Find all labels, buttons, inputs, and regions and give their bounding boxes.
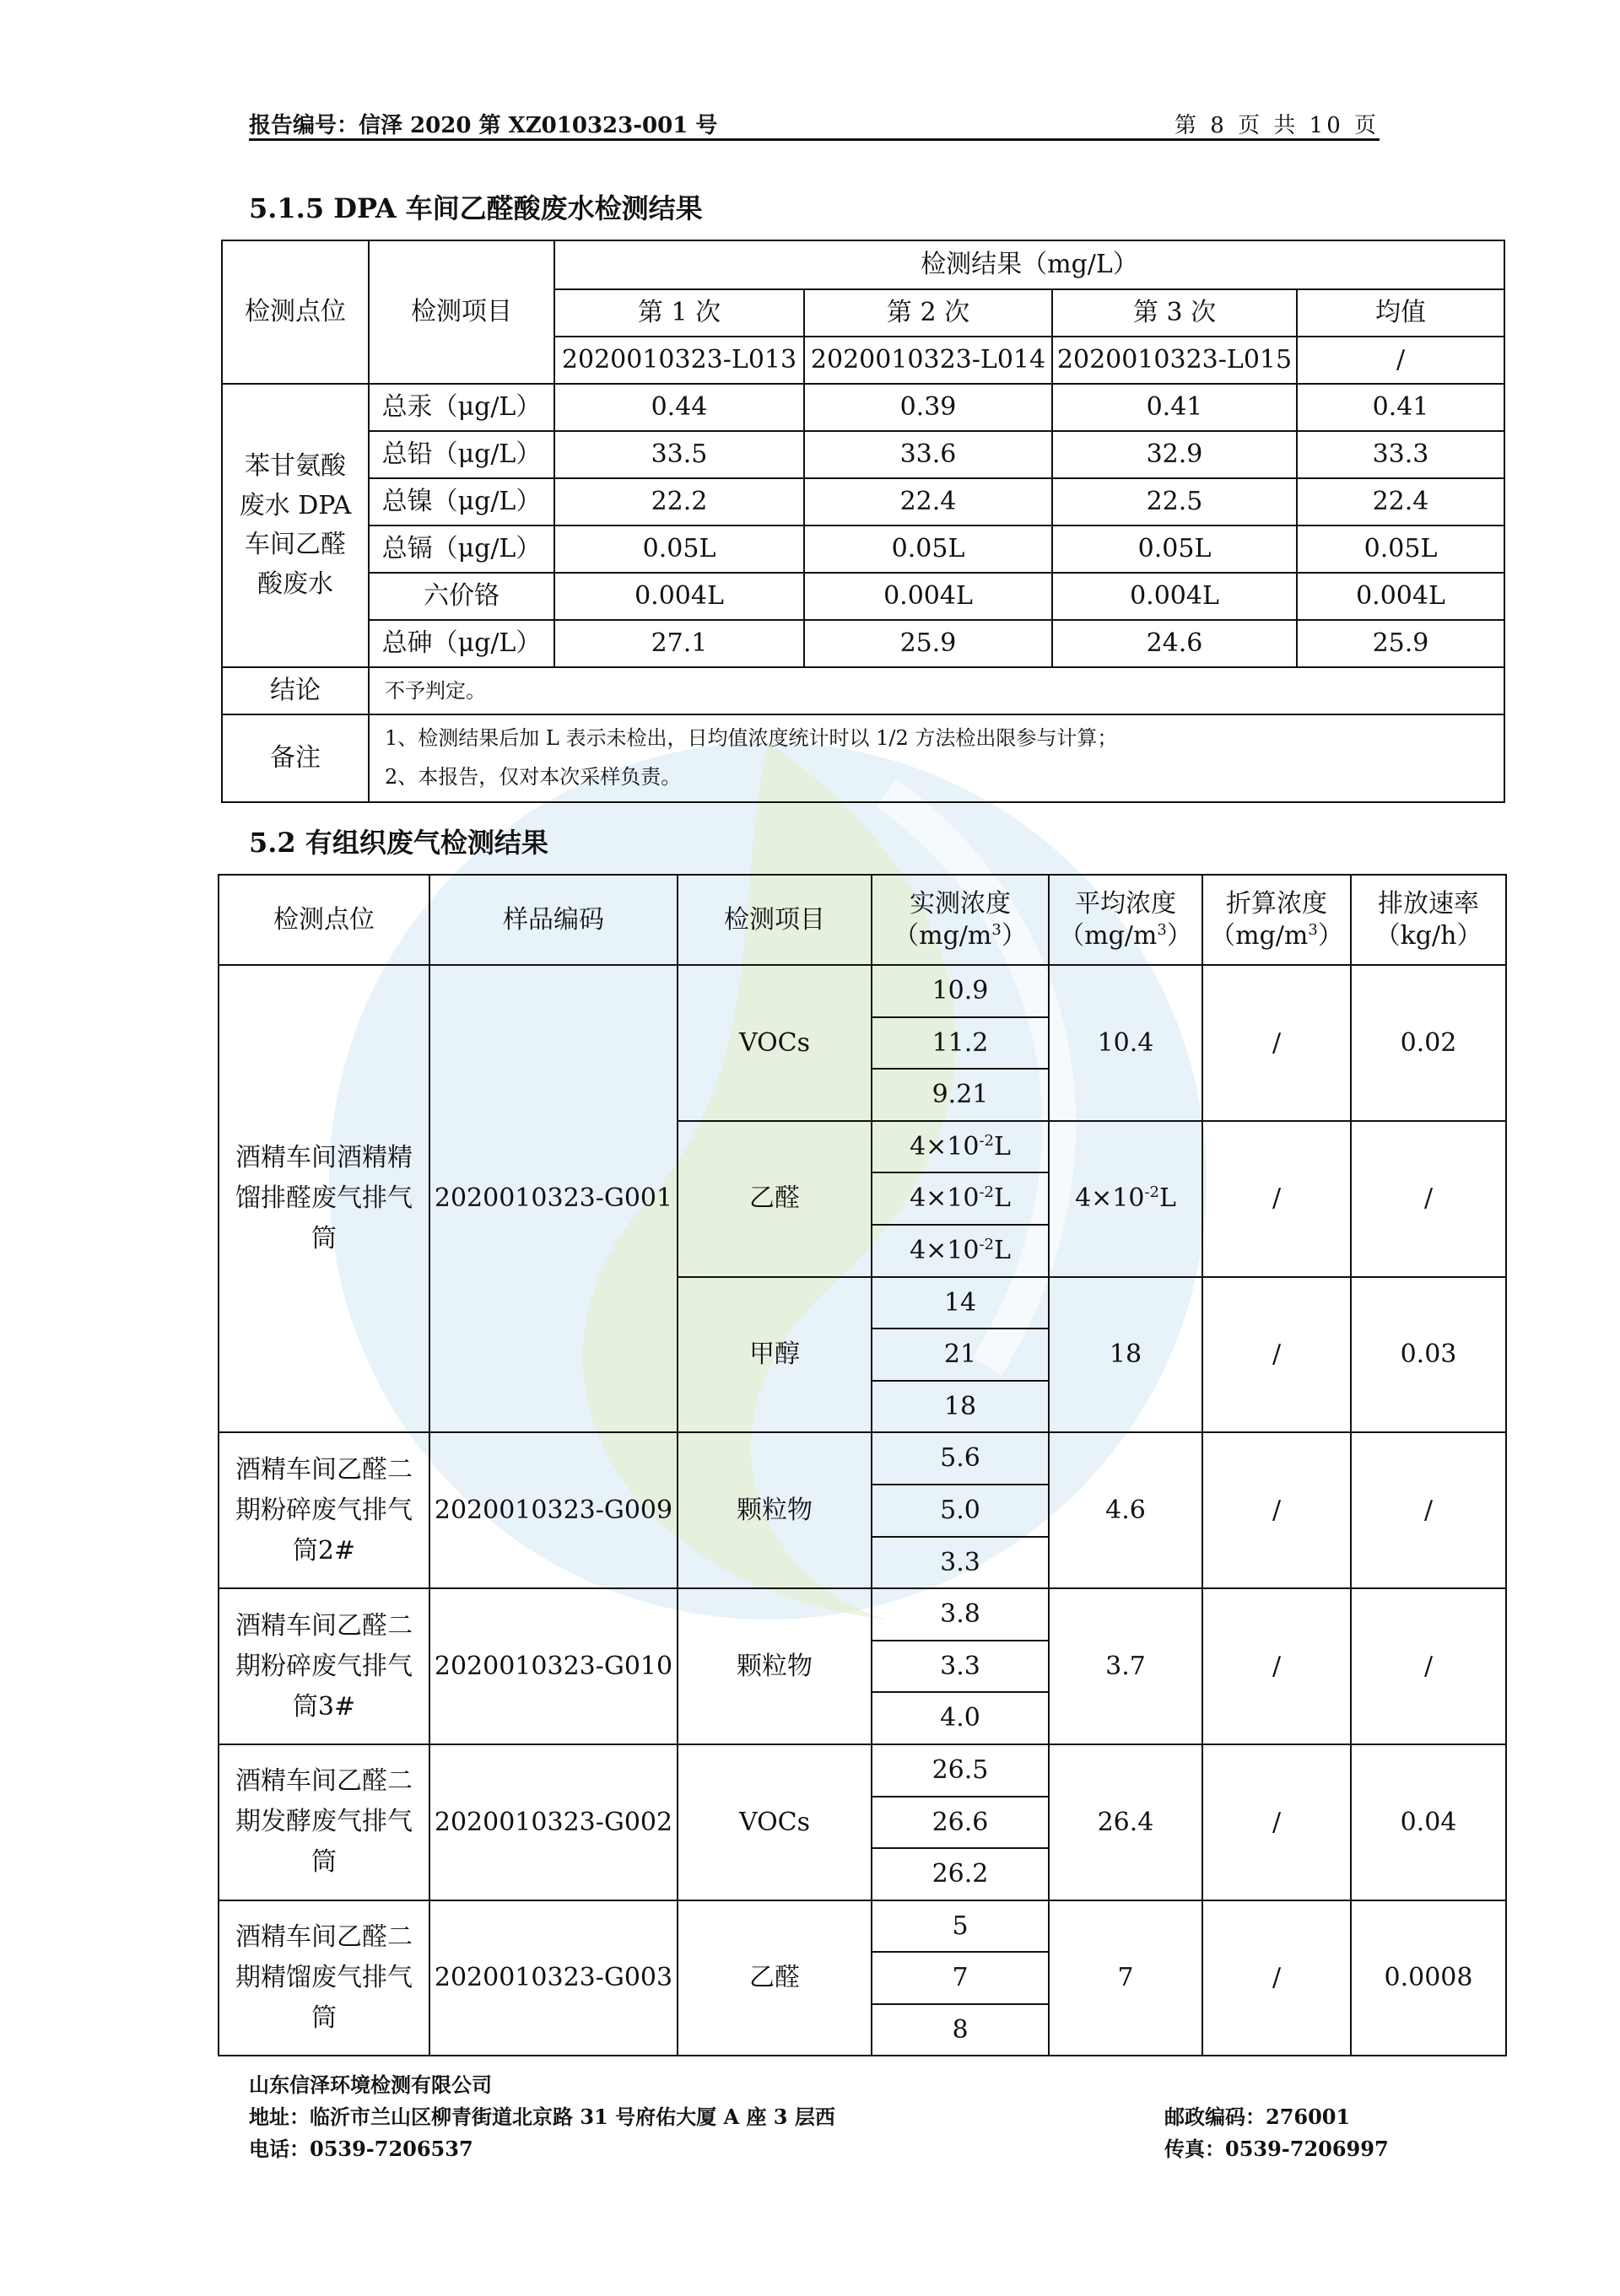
converted-value: / xyxy=(1202,1277,1351,1433)
table-cell: 0.05L xyxy=(1297,525,1504,573)
footer-address: 地址：临沂市兰山区柳青街道北京路 31 号府佑大厦 A 座 3 层西 xyxy=(249,2105,835,2129)
wastewater-location: 苯甘氨酸废水 DPA 车间乙醛酸废水 xyxy=(222,384,369,667)
measured-value: 18 xyxy=(872,1381,1049,1433)
remark-label: 备注 xyxy=(222,714,369,802)
average-value: 26.4 xyxy=(1049,1744,1202,1900)
table-cell: 33.3 xyxy=(1297,431,1504,478)
sample-code: 2020010323-G001 xyxy=(429,965,678,1432)
exhaust-location: 酒精车间酒精精馏排醛废气排气筒 xyxy=(219,965,429,1432)
table-cell: 33.6 xyxy=(804,431,1052,478)
table-cell: 22.4 xyxy=(804,478,1052,525)
head-rate-unit: （kg/h） xyxy=(1374,920,1482,951)
table-cell: 22.2 xyxy=(554,478,804,525)
sample-code-1: 2020010323-L013 xyxy=(554,337,804,384)
section-title-exhaust: 5.2 有组织废气检测结果 xyxy=(249,827,548,859)
head-measured-label: 实测浓度 xyxy=(910,889,1011,919)
test-item: 甲醇 xyxy=(678,1277,872,1433)
head-round-3: 第 3 次 xyxy=(1052,289,1297,337)
head-converted xyxy=(1202,875,1351,965)
converted-value: / xyxy=(1202,965,1351,1121)
head-rate-label: 排放速率 xyxy=(1378,889,1479,919)
measured-value: 3.8 xyxy=(872,1588,1049,1641)
average-value: 10.4 xyxy=(1049,965,1202,1121)
measured-value: 5.0 xyxy=(872,1485,1049,1537)
page-header xyxy=(249,108,1380,141)
table-cell: 33.5 xyxy=(554,431,804,478)
emission-rate: 0.03 xyxy=(1351,1277,1506,1433)
measured-value: $4\times 10^{-2}L$ xyxy=(872,1172,1049,1225)
remark-line-2: 2、本报告，仅对本次采样负责。 xyxy=(385,765,682,789)
head-round-2: 第 2 次 xyxy=(804,289,1052,337)
table-cell: 0.41 xyxy=(1052,384,1297,431)
emission-rate: 0.02 xyxy=(1351,965,1506,1121)
converted-value: / xyxy=(1202,1900,1351,2056)
head-average-label: 平均浓度 xyxy=(1075,889,1176,919)
exhaust-table xyxy=(218,874,1507,2056)
emission-rate: 0.0008 xyxy=(1351,1900,1506,2056)
conclusion-text: 不予判定。 xyxy=(369,667,1504,714)
head-average-unit: $(mg/m^3)$ xyxy=(1059,920,1192,951)
footer-fax: 传真：0539-7206997 xyxy=(1164,2137,1389,2161)
section-title-wastewater: 5.1.5 DPA 车间乙醛酸废水检测结果 xyxy=(249,192,703,224)
converted-value: / xyxy=(1202,1432,1351,1588)
remark-text xyxy=(369,714,1504,802)
conclusion-label: 结论 xyxy=(222,667,369,714)
converted-value: / xyxy=(1202,1744,1351,1900)
table-cell: 0.05L xyxy=(554,525,804,573)
measured-value: 5.6 xyxy=(872,1432,1049,1485)
average-value: 18 xyxy=(1049,1277,1202,1433)
head-average: 均值 xyxy=(1297,289,1504,337)
measured-value: $4\times 10^{-2}L$ xyxy=(872,1225,1049,1277)
test-item: 颗粒物 xyxy=(678,1588,872,1744)
exhaust-location: 酒精车间乙醛二期粉碎废气排气筒2# xyxy=(219,1432,429,1588)
head-code: 样品编码 xyxy=(429,875,678,965)
table-cell: 0.44 xyxy=(554,384,804,431)
average-value: 7 xyxy=(1049,1900,1202,2056)
table-cell: 0.41 xyxy=(1297,384,1504,431)
table-cell: 27.1 xyxy=(554,620,804,667)
measured-value: 8 xyxy=(872,2004,1049,2056)
table-cell: 22.4 xyxy=(1297,478,1504,525)
head-point: 检测点位 xyxy=(219,875,429,965)
sample-code: 2020010323-G002 xyxy=(429,1744,678,1900)
head-converted-unit: $(mg/m^3)$ xyxy=(1210,920,1343,951)
sample-code: 2020010323-G010 xyxy=(429,1588,678,1744)
emission-rate: 0.04 xyxy=(1351,1744,1506,1900)
test-item: 颗粒物 xyxy=(678,1432,872,1588)
measured-value: 26.5 xyxy=(872,1744,1049,1797)
converted-value: / xyxy=(1202,1121,1351,1277)
table-row-item: 总镉（μg/L） xyxy=(369,525,554,573)
sample-code-avg: / xyxy=(1297,337,1504,384)
average-value: $4\times 10^{-2}L$ xyxy=(1049,1121,1202,1277)
exhaust-location: 酒精车间乙醛二期发酵废气排气筒 xyxy=(219,1744,429,1900)
report-number: 报告编号：信泽 2020 第 XZ010323-001 号 xyxy=(249,113,718,138)
measured-value: 10.9 xyxy=(872,965,1049,1017)
table-cell: 0.39 xyxy=(804,384,1052,431)
page-number: 第 8 页 共 10 页 xyxy=(1174,113,1380,138)
table-cell: 24.6 xyxy=(1052,620,1297,667)
average-value: 4.6 xyxy=(1049,1432,1202,1588)
footer-company: 山东信泽环境检测有限公司 xyxy=(249,2072,492,2097)
head-round-1: 第 1 次 xyxy=(554,289,804,337)
emission-rate: / xyxy=(1351,1588,1506,1744)
head-result: 检测结果（mg/L） xyxy=(554,240,1504,289)
footer-postcode: 邮政编码：276001 xyxy=(1164,2105,1351,2129)
sample-code-2: 2020010323-L014 xyxy=(804,337,1052,384)
average-value: 3.7 xyxy=(1049,1588,1202,1744)
table-row-item: 六价铬 xyxy=(369,573,554,620)
table-cell: 0.004L xyxy=(1297,573,1504,620)
measured-value: 3.3 xyxy=(872,1537,1049,1589)
measured-value: $4\times 10^{-2}L$ xyxy=(872,1121,1049,1173)
measured-value: 11.2 xyxy=(872,1017,1049,1070)
table-cell: 0.05L xyxy=(1052,525,1297,573)
measured-value: 21 xyxy=(872,1329,1049,1381)
table-cell: 0.004L xyxy=(1052,573,1297,620)
exhaust-location: 酒精车间乙醛二期精馏废气排气筒 xyxy=(219,1900,429,2056)
test-item: 乙醛 xyxy=(678,1900,872,2056)
head-item: 检测项目 xyxy=(678,875,872,965)
sample-code: 2020010323-G003 xyxy=(429,1900,678,2056)
head-measured-unit: $(mg/m^3)$ xyxy=(894,920,1027,951)
sample-code-3: 2020010323-L015 xyxy=(1052,337,1297,384)
head-item: 检测项目 xyxy=(369,240,554,384)
measured-value: 26.6 xyxy=(872,1797,1049,1849)
test-item: 乙醛 xyxy=(678,1121,872,1277)
table-row-item: 总镍（μg/L） xyxy=(369,478,554,525)
head-point: 检测点位 xyxy=(222,240,369,384)
table-cell: 0.004L xyxy=(804,573,1052,620)
measured-value: 9.21 xyxy=(872,1069,1049,1121)
measured-value: 7 xyxy=(872,1952,1049,2004)
table-cell: 25.9 xyxy=(1297,620,1504,667)
measured-value: 26.2 xyxy=(872,1848,1049,1900)
measured-value: 4.0 xyxy=(872,1692,1049,1744)
table-row-item: 总砷（μg/L） xyxy=(369,620,554,667)
table-cell: 25.9 xyxy=(804,620,1052,667)
table-cell: 0.004L xyxy=(554,573,804,620)
test-item: VOCs xyxy=(678,965,872,1121)
remark-line-1: 1、检测结果后加 L 表示未检出，日均值浓度统计时以 1/2 方法检出限参与计算； xyxy=(385,726,1118,751)
measured-value: 5 xyxy=(872,1900,1049,1953)
wastewater-table xyxy=(221,240,1505,803)
converted-value: / xyxy=(1202,1588,1351,1744)
table-row-item: 总铅（μg/L） xyxy=(369,431,554,478)
table-row-item: 总汞（μg/L） xyxy=(369,384,554,431)
table-cell: 0.05L xyxy=(804,525,1052,573)
exhaust-location: 酒精车间乙醛二期粉碎废气排气筒3# xyxy=(219,1588,429,1744)
measured-value: 14 xyxy=(872,1277,1049,1329)
head-rate xyxy=(1351,875,1506,965)
emission-rate: / xyxy=(1351,1121,1506,1277)
test-item: VOCs xyxy=(678,1744,872,1900)
head-average xyxy=(1049,875,1202,965)
emission-rate: / xyxy=(1351,1432,1506,1588)
sample-code: 2020010323-G009 xyxy=(429,1432,678,1588)
head-converted-label: 折算浓度 xyxy=(1226,889,1327,919)
table-cell: 32.9 xyxy=(1052,431,1297,478)
footer-phone: 电话：0539-7206537 xyxy=(249,2137,473,2161)
table-cell: 22.5 xyxy=(1052,478,1297,525)
head-measured xyxy=(872,875,1049,965)
measured-value: 3.3 xyxy=(872,1641,1049,1693)
